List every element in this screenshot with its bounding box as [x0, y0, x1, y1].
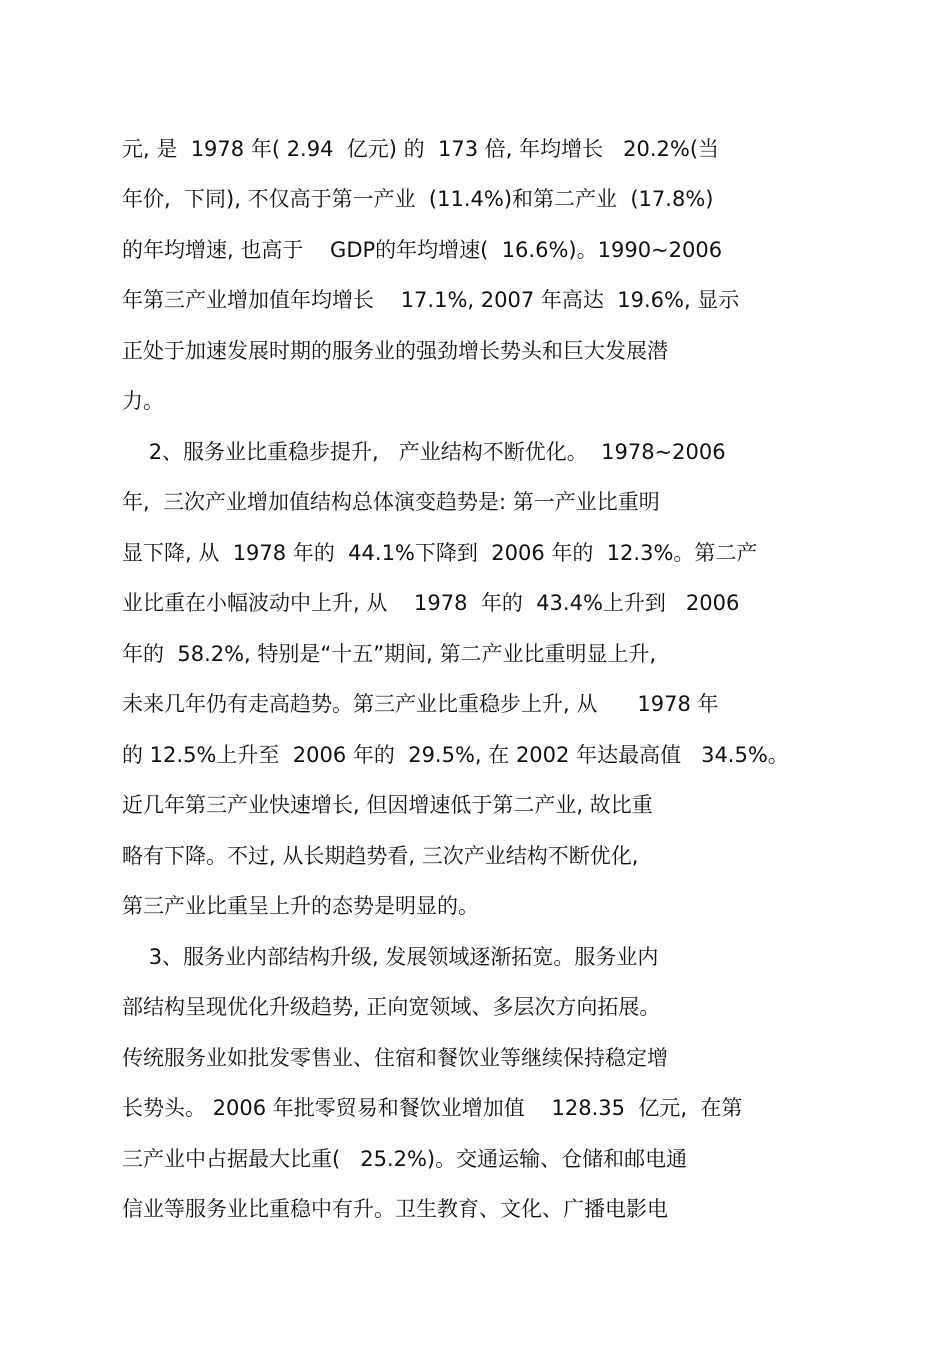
text-line: 年, 三次产业增加值结构总体演变趋势是: 第一产业比重明: [122, 490, 660, 514]
text-line: 未来几年仍有走高趋势。第三产业比重稳步上升, 从 1978 年: [122, 692, 719, 716]
text-line: 的 12.5%上升至 2006 年的 29.5%, 在 2002 年达最高值 34.5%。: [122, 743, 789, 767]
text-line: 元, 是 1978 年( 2.94 亿元) 的 173 倍, 年均增长 20.2%(当: [122, 137, 720, 161]
text-line: 2、服务业比重稳步提升, 产业结构不断优化。 1978~2006: [122, 440, 726, 464]
text-line: 年价, 下同), 不仅高于第一产业 (11.4%)和第二产业 (17.8%): [122, 187, 714, 211]
text-line: 年第三产业增加值年均增长 17.1%, 2007 年高达 19.6%, 显示: [122, 288, 740, 312]
text-line: 力。: [122, 389, 164, 413]
text-line: 的年均增速, 也高于 GDP的年均增速( 16.6%)。1990~2006: [122, 238, 723, 262]
text-line: 年的 58.2%, 特别是“十五”期间, 第二产业比重明显上升,: [122, 642, 657, 666]
text-line: 正处于加速发展时期的服务业的强劲增长势头和巨大发展潜: [122, 339, 668, 363]
text-line: 长势头。 2006 年批零贸易和餐饮业增加值 128.35 亿元, 在第: [122, 1096, 743, 1120]
text-line: 近几年第三产业快速增长, 但因增速低于第二产业, 故比重: [122, 793, 653, 817]
text-line: 三产业中占据最大比重( 25.2%)。交通运输、仓储和邮电通: [122, 1147, 688, 1171]
text-line: 略有下降。不过, 从长期趋势看, 三次产业结构不断优化,: [122, 844, 639, 868]
text-line: 部结构呈现优化升级趋势, 正向宽领域、多层次方向拓展。: [122, 995, 661, 1019]
text-line: 显下降, 从 1978 年的 44.1%下降到 2006 年的 12.3%。第二产: [122, 541, 758, 565]
text-line: 3、服务业内部结构升级, 发展领域逐渐拓宽。服务业内: [122, 945, 659, 969]
text-line: 信业等服务业比重稳中有升。卫生教育、文化、广播电影电: [122, 1197, 668, 1221]
text-line: 业比重在小幅波动中上升, 从 1978 年的 43.4%上升到 2006: [122, 591, 740, 615]
text-line: 第三产业比重呈上升的态势是明显的。: [122, 894, 479, 918]
text-line: 传统服务业如批发零售业、住宿和餐饮业等继续保持稳定增: [122, 1046, 668, 1070]
